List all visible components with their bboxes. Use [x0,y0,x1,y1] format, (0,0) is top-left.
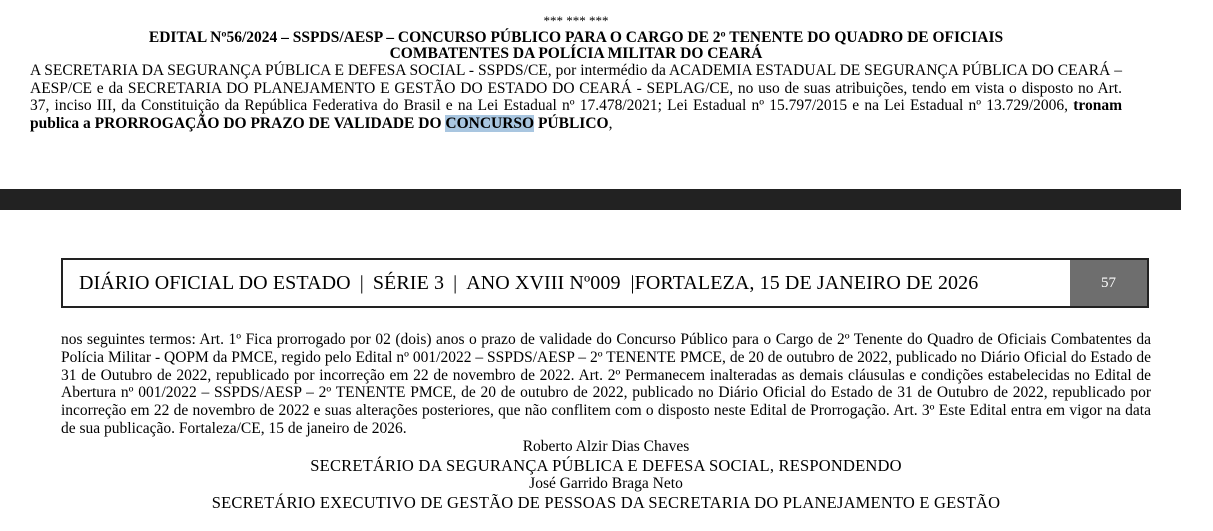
journal-header-text [63,260,1070,306]
edital-title-line-2: COMBATENTES DA POLÍCIA MILITAR DO CEARÁ [389,45,763,62]
page-number-badge: 57 [1070,260,1147,306]
page-break-band [0,189,1181,210]
signer-1-role: SECRETÁRIO DA SEGURANÇA PÚBLICA E DEFESA SOCIAL, RESPONDENDO [310,455,902,475]
signer-2-name: José Garrido Braga Neto [529,475,683,493]
edital-title [30,30,1122,62]
intro-bold-text-end: PÚBLICO [534,114,609,132]
edital-terms-paragraph: nos seguintes termos: Art. 1º Fica prorrogado por 02 (dois) anos o prazo de validade do Concurso Público para o Cargo de 2º Tenente do Quadro de Oficiais Combatentes da Polícia Militar - QOPM da PMCE, regido pelo Edital nº 001/2022 – SSPDS/AESP – 2º TENENTE PMCE, de 20 de outubro de 2022, publicado no Diário Oficial do Estado de 31 de Outubro de 2022, republicado por incorreção em 22 de novembro de 2022. Art. 2º Permanecem inalteradas as demais cláusulas e condições estabelecidas no Edital de Abertura nº 001/2022 – SSPDS/AESP – 2º TENENTE PMCE, de 20 de outubro de 2022, publicado no Diário Oficial do Estado de 31 de Outubro de 2022, republicado por incorreção em 22 de novembro de 2022 e suas alterações posteriores, que não conflitem com o disposto neste Edital de Prorrogação. Art. 3º Este Edital entra em vigor na data de sua publicação. Fortaleza/CE, 15 de janeiro de 2026. [61,331,1151,437]
signer-2-role: SECRETÁRIO EXECUTIVO DE GESTÃO DE PESSOAS DA SECRETARIA DO PLANEJAMENTO E GESTÃO [211,492,1001,512]
document-bottom-section [61,331,1151,512]
separator-stars: *** *** *** [543,13,609,28]
edital-title-line-1: EDITAL Nº56/2024 – SSPDS/AESP – CONCURSO PÚBLICO PARA O CARGO DE 2º TENENTE DO QUADRO DE OFICIAIS [148,29,1004,46]
signer-1-name: Roberto Alzir Dias Chaves [522,437,690,455]
journal-year-number: ANO XVIII Nº009 [466,271,621,294]
intro-text: A SECRETARIA DA SEGURANÇA PÚBLICA E DEFESA SOCIAL - SSPDS/CE, por intermédio da ACADEMIA ESTADUAL DE SEGURANÇA PÚBLICA DO CEARÁ – AESP/CE e da SECRETARIA DO PLANEJAMENTO E GESTÃO DO ESTADO DO CEARÁ - SEPLAG/CE, no uso de suas atribuições, tendo em vista o disposto no Art. 37, inciso III, da Constituição da República Federativa do Brasil e na Lei Estadual nº 17.478/2021; Lei Estadual nº 15.797/2015 e na Lei Estadual nº 13.729/2006, [30,62,1122,114]
header-separator: | [359,271,364,294]
highlighted-search-term[interactable]: CONCURSO [445,114,535,132]
journal-city-date: |FORTALEZA, 15 DE JANEIRO DE 2026 [630,271,979,294]
journal-name: DIÁRIO OFICIAL DO ESTADO [79,271,351,294]
intro-bold-text: tronam publica a PRORROGAÇÃO DO PRAZO DE VALIDADE DO [30,97,1122,132]
document-top-section [30,0,1122,132]
header-separator: | [453,271,458,294]
journal-page-header [61,258,1149,308]
journal-series: SÉRIE 3 [372,271,445,294]
intro-comma: , [608,114,613,132]
edital-intro-paragraph [30,62,1122,132]
